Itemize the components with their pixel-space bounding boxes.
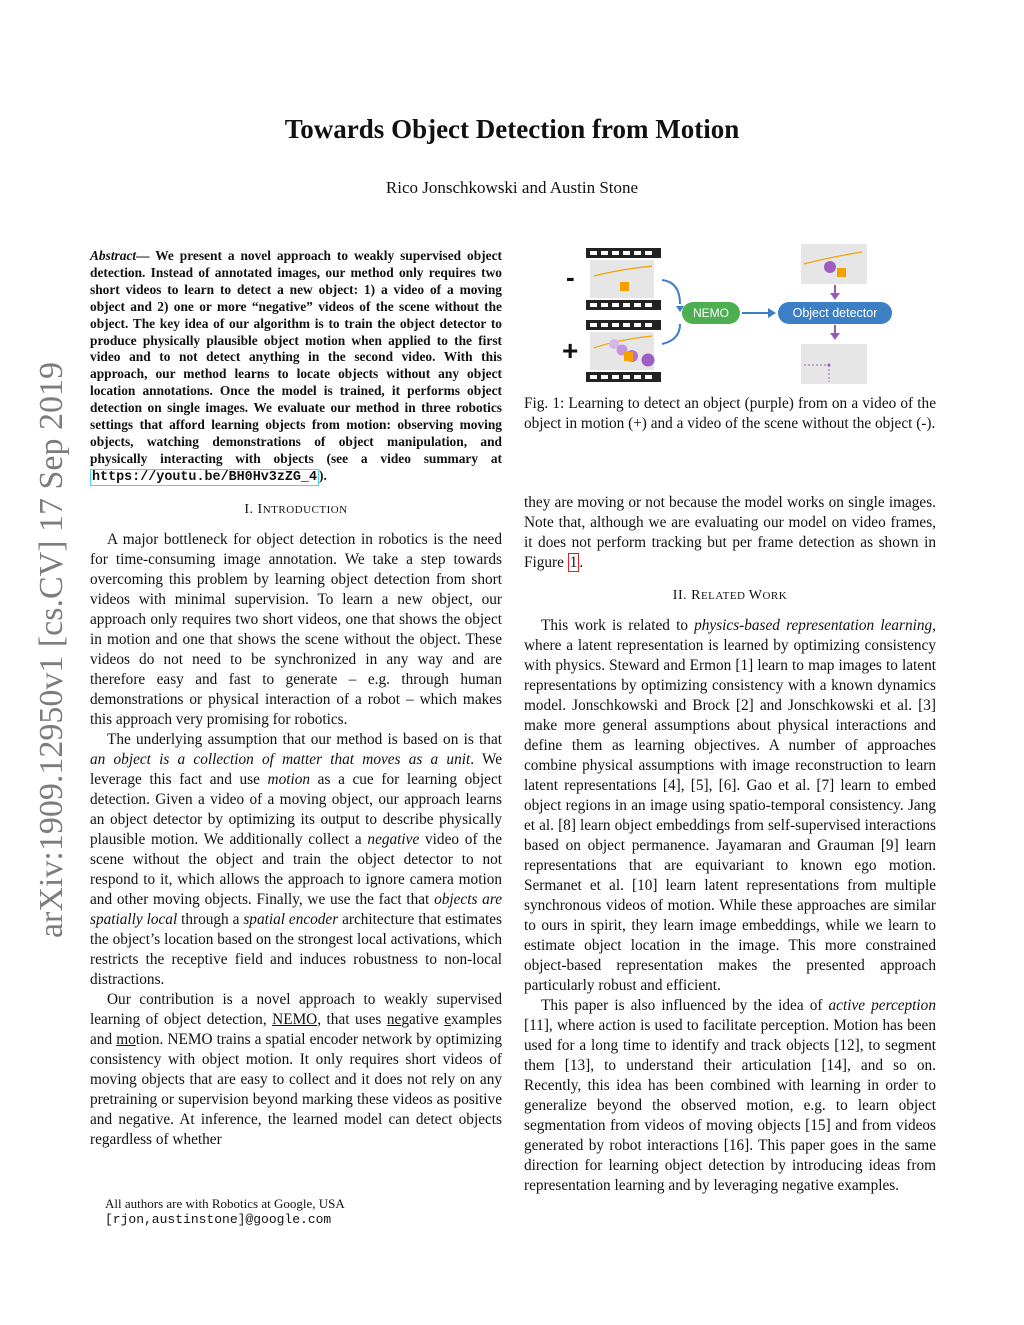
figure-1-diagram <box>556 240 896 390</box>
nemo-label: NEMO <box>693 306 729 320</box>
intro-paragraph-2: The underlying assumption that our method is based on is that an object is a collection of matter that moves as a unit. We leverage this fact and use motion as a cue for learning object detection. Given a video of a moving object, our approach learns an object detector by optimizing its output to describe physically plausible motion. We additionally collect a negative video of the scene without the object and train the object detector to not respond to it, which allows the approach to ignore camera motion and other moving objects. Finally, we use the fact that objects are spatially local through a spatial encoder architecture that estimates the object’s location based on the strongest local activations, which restricts the receptive field and induces robustness to non-local distractions. <box>90 730 503 988</box>
detector-output-frame <box>801 344 867 384</box>
abstract-text: — We present a novel approach to weakly supervised object detection. Instead of annotated images, our method only requires two short videos to learn to detect a new object: 1) a video of a moving object and 2) one or more “negative” videos of the scene without the object. The key idea of our algorithm is to train the object detector to produce physically plausible object motion when applied to the first video and to not detect anything in the second video. With this approach, our method learns to locate objects without any object location annotations. Once the model is trained, it performs object detection on single images. We evaluate our method in three robotics settings that afford learning objects from motion: observing moving objects, watching demonstrations of object manipulation, and physically interacting with objects (see a video summary at <box>90 248 502 466</box>
left-column <box>90 248 502 1150</box>
abstract <box>90 248 502 487</box>
detector-input-frame <box>801 244 867 284</box>
section-heading-related-work: II. RELATED WORK <box>672 588 788 603</box>
related-paragraph-1: This work is related to physics-based representation learning, where a latent representation is learned by optimizing consistency with physics. Steward and Ermon [1] learn to map images to latent representations by optimizing consistency with a known dynamics model. Jonschkowski and Brock [2] and Jonschkowski et al. [3] make more general assumptions about physical interactions and define them as learning objectives. A number of approaches combine physical assumptions with image reconstruction to learn latent representations [4], [5], [6]. Gao et al. [7] learn to embed object regions in an image using spatio-temporal consistency. Jang et al. [8] learn object embeddings from self-supervised interactions based on object permanence. Jayamaran and Grauman [9] learn representations that are equivariant to known ego motion. Sermanet et al. [10] learn latent representations from multiple synchronous videos of motion. While these approaches are similar to ours in spirit, they learn image embeddings, while we learn to estimate object location in the image. This more constrained object-based representation makes the presented approach particularly robust and efficient. <box>524 617 936 994</box>
paper-title: Towards Object Detection from Motion <box>284 114 740 144</box>
arxiv-stamp: arXiv:1909.12950v1 [cs.CV] 17 Sep 2019 <box>33 361 70 939</box>
object-detector-label: Object detector <box>792 306 878 320</box>
distractor-square <box>620 282 629 291</box>
intro-paragraph-4: they are moving or not because the model works on single images. Note that, although we are evaluating our model on video frames, it does not perform tracking but per frame detection as shown in Figure 1 . <box>524 494 936 571</box>
minus-sign: - <box>566 262 575 292</box>
intro-paragraph-3: Our contribution is a novel approach to weakly supervised learning of object detection, NEMO, that uses negative examples and motion. NEMO trains a spatial encoder network by optimizing consistency with object motion. It only requires short videos of moving objects that are easy to collect and it does not rely on any pretraining or supervision beyond marking these videos as positive and negative. At inference, the learned model can detect objects regardless of whether <box>90 990 502 1148</box>
footnote-email: [rjon,austinstone]@google.com <box>105 1212 332 1227</box>
negative-video-filmstrip <box>586 248 661 310</box>
related-paragraph-2: This paper is also influenced by the idea of active perception [11], where action is used to facilitate perception. Motion has been used for a long time to identify and track objects [12], to segment them [13], to understand their articulation [14], and so on. Recently, this idea has been combined with learning in order to generalize beyond the observed motion, e.g. to learn object segmentation from videos of moving objects [15] and from videos generated by robot interactions [16]. This paper goes in the same direction for learning object detection by introducing ideas from representation learning and by leveraging negative examples. <box>524 997 936 1194</box>
positive-video-filmstrip <box>586 320 661 382</box>
figure-1-caption: Fig. 1: Learning to detect an object (purple) from on a video of the object in motion (+) and a video of the scene without the object (-). <box>524 395 936 432</box>
abstract-label: Abstract <box>90 248 137 263</box>
paper-authors: Rico Jonschkowski and Austin Stone <box>385 178 639 197</box>
intro-paragraph-1: A major bottleneck for object detection in robotics is the need for time-consuming image annotation. We take a step towards overcoming this problem by learning object detection from short videos with minimal supervision. To learn a new object, our approach only requires two short videos, one that shows the object in motion and one that shows the scene without the object. These videos do not need to be synchronized in any way and are therefore easy and fast to generate – e.g. through human demonstrations or physical interaction of a robot – which makes this approach very promising for robotics. <box>90 530 502 728</box>
right-column <box>524 493 936 1196</box>
footnote <box>105 1196 505 1228</box>
footnote-affiliation: All authors are with Robotics at Google, USA <box>105 1196 345 1211</box>
figure-1 <box>556 240 896 390</box>
section-heading-introduction: I. INTRODUCTION <box>244 501 348 517</box>
figure-ref-link[interactable]: 1 <box>569 554 578 571</box>
video-link[interactable]: https://youtu.be/BH0Hv3zZG_4 <box>92 469 317 485</box>
abstract-end: ). <box>319 467 327 483</box>
plus-sign: + <box>562 335 579 366</box>
moving-object <box>642 354 655 367</box>
